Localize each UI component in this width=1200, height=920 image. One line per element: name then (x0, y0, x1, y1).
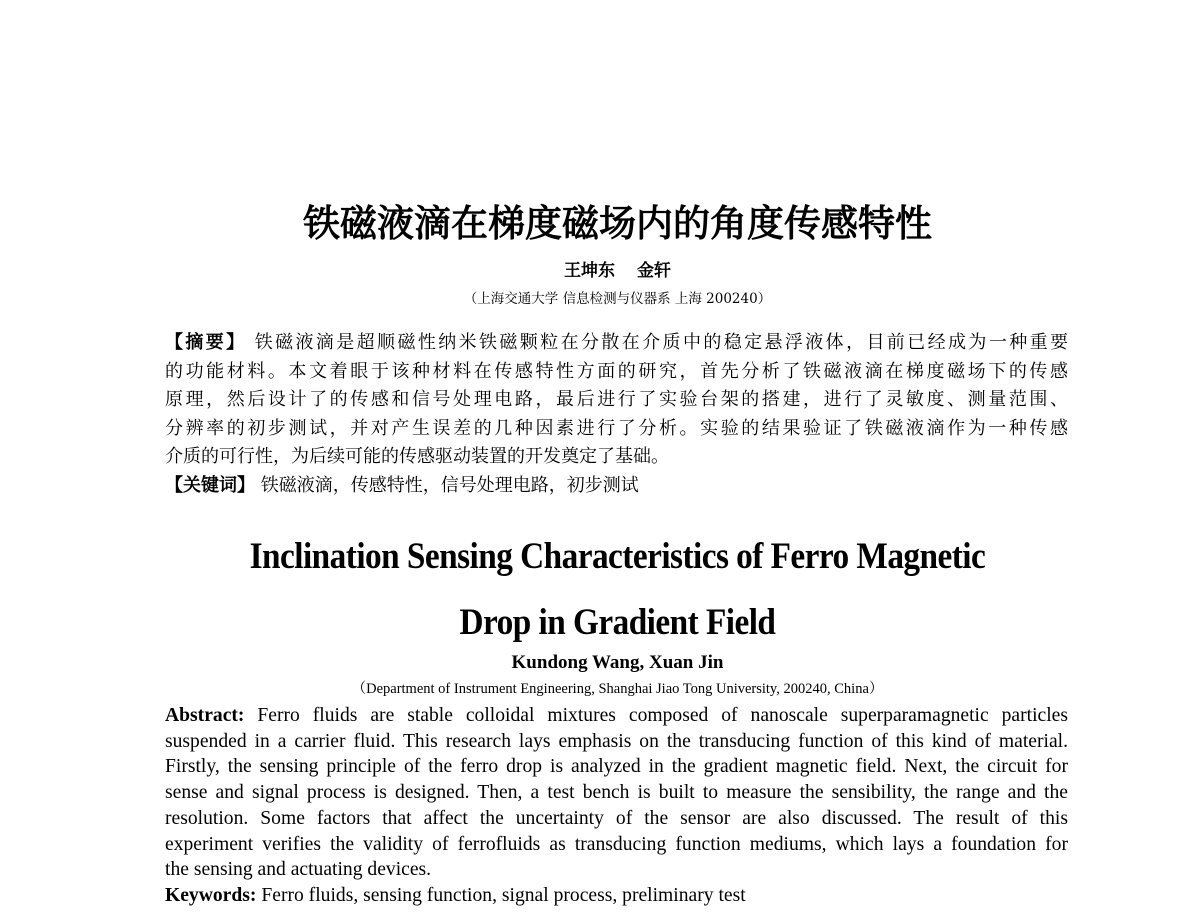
chinese-abstract-line: 的功能材料。本文着眼于该种材料在传感特性方面的研究，首先分析了铁磁液滴在梯度磁场下的传感 (165, 360, 1068, 382)
english-authors: Kundong Wang, Xuan Jin (511, 652, 724, 673)
chinese-abstract-line: 分辨率的初步测试，并对产生误差的几种因素进行了分析。实验的结果验证了铁磁液滴作为一种传感 (165, 417, 1068, 439)
english-keywords (165, 883, 1068, 909)
english-title (62, 524, 1174, 656)
english-abstract-line: experiment verifies the validity of ferrofluids as transducing function mediums, which lays a foundation for (165, 833, 1068, 855)
english-affiliation: （Department of Instrument Engineering, Shanghai Jiao Tong University, 200240, China） (351, 681, 884, 697)
chinese-keywords-text: 铁磁液滴，传感特性，信号处理电路，初步测试 (260, 474, 639, 496)
chinese-abstract-label: 【摘要】 (165, 332, 247, 353)
english-keywords-label: Keywords: (165, 884, 257, 906)
english-abstract-line: suspended in a carrier fluid. This research lays emphasis on the transducing function of this kind of material. (165, 730, 1068, 752)
chinese-abstract-line (165, 329, 1068, 358)
english-abstract-line: Firstly, the sensing principle of the ferro drop is analyzed in the gradient magnetic field. Next, the circuit for (165, 756, 1068, 778)
chinese-author-1: 王坤东 (564, 261, 615, 281)
chinese-abstract-text: 铁磁液滴是超顺磁性纳米铁磁颗粒在分散在介质中的稳定悬浮液体，目前已经成为一种重要 (254, 332, 1069, 353)
chinese-keywords (165, 472, 1068, 501)
chinese-author-2: 金轩 (637, 261, 671, 281)
chinese-keywords-label: 【关键词】 (165, 474, 255, 496)
english-abstract-label: Abstract: (165, 705, 245, 726)
english-abstract-block (165, 703, 1068, 909)
english-abstract-text: Ferro fluids are stable colloidal mixtures composed of nanoscale superparamagnetic particles (257, 705, 1068, 726)
english-keywords-text: Ferro fluids, sensing function, signal process, preliminary test (261, 884, 746, 906)
chinese-affiliation: （上海交通大学 信息检测与仪器系 上海 200240） (463, 291, 772, 307)
english-title-line-1: Inclination Sensing Characteristics of Ferro Magnetic (249, 536, 986, 577)
english-title-line-2: Drop in Gradient Field (459, 602, 776, 643)
english-abstract-line: the sensing and actuating devices. (165, 859, 432, 881)
chinese-abstract-block (165, 329, 1068, 500)
english-abstract-line: sense and signal process is designed. Then, a test bench is built to measure the sensibility, the range and the (165, 782, 1068, 804)
english-abstract-line (165, 703, 1068, 729)
chinese-title: 铁磁液滴在梯度磁场内的角度传感特性 (303, 202, 932, 245)
chinese-abstract-line: 原理，然后设计了的传感和信号处理电路，最后进行了实验台架的搭建，进行了灵敏度、测量范围、 (165, 389, 1068, 410)
chinese-authors (0, 259, 1200, 283)
chinese-abstract-line: 介质的可行性，为后续可能的传感驱动装置的开发奠定了基础。 (165, 446, 669, 467)
english-abstract-line: resolution. Some factors that affect the uncertainty of the sensor are also discussed. The result of this (165, 807, 1068, 829)
